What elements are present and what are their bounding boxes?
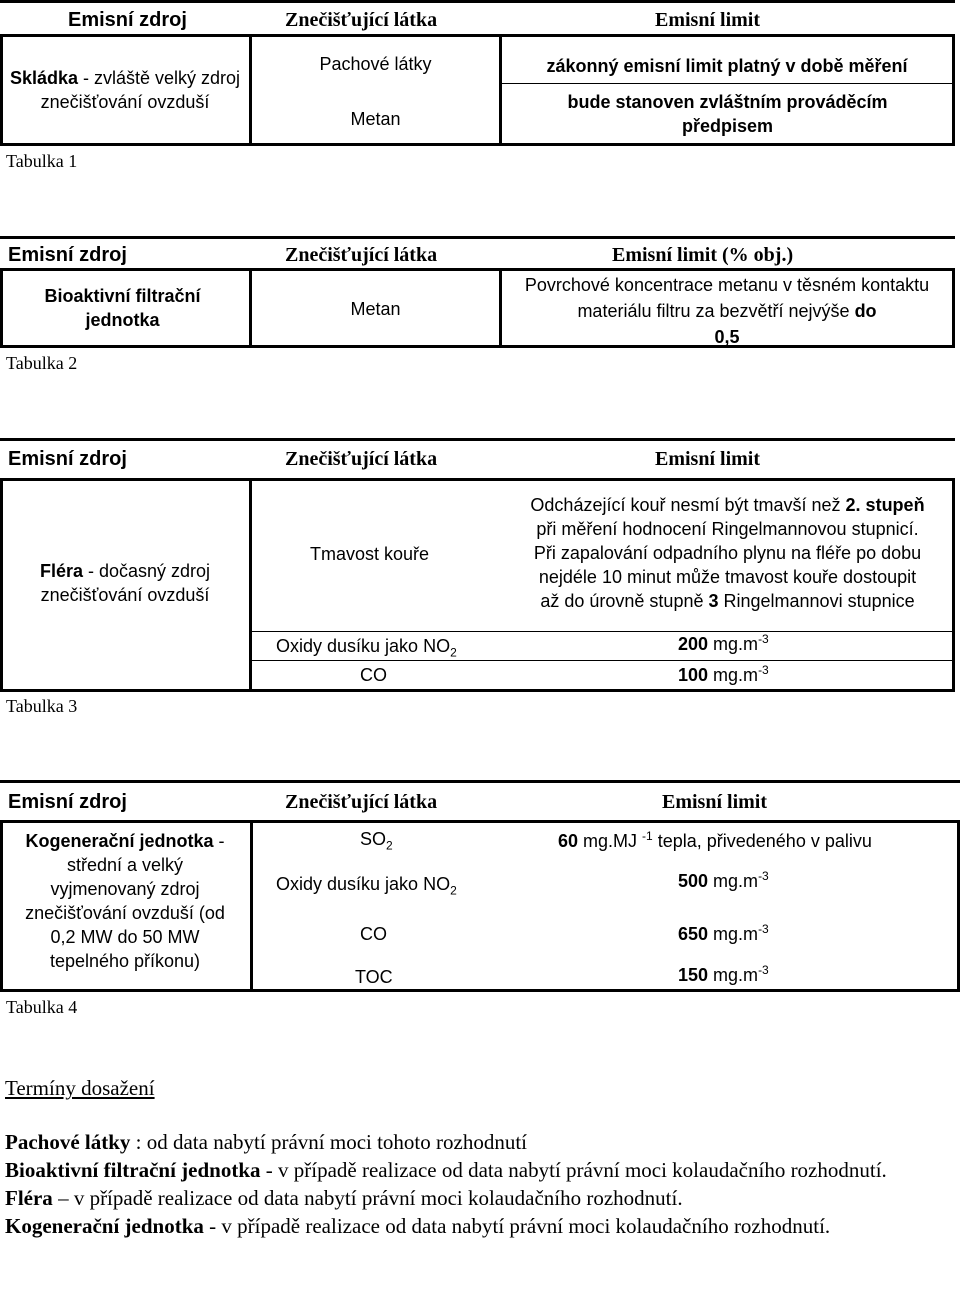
- limit-line: až do úrovně stupně 3 Ringelmannovi stupnice: [540, 591, 915, 611]
- divider: [250, 820, 253, 992]
- header-pollutant: Znečišťující látka: [285, 791, 438, 813]
- header-limit: Emisní limit (% obj.): [612, 244, 794, 266]
- limit-so2: 60 mg.MJ $^{-1}$ tepla, přivedeného v palivu: [558, 829, 872, 851]
- row-divider: [252, 631, 952, 632]
- limit-legal: zákonný emisní limit platný v době měření: [546, 56, 908, 76]
- rule: [0, 0, 955, 3]
- pollutant-co: CO: [360, 665, 387, 685]
- table-label: Tabulka 4: [6, 997, 78, 1017]
- header-source: Emisní zdroj: [8, 244, 127, 266]
- emission-source: Bioaktivní filtrační jednotka: [44, 286, 201, 330]
- limit-toc: 150 $mg.m^{-3}$: [678, 963, 769, 985]
- limit-co: 100 $mg.m^{-3}$: [678, 663, 769, 685]
- limit-do: do: [854, 301, 877, 321]
- table-label: Tabulka 1: [6, 151, 78, 171]
- term-item: Fléra – v případě realizace od data nabytí právní moci kolaudačního rozhodnutí.: [5, 1186, 683, 1210]
- limit-text: Povrchové koncentrace metanu v těsném kontaktu materiálu filtru za bezvětří nejvýše: [524, 275, 930, 321]
- term-item: Pachové látky : od data nabytí právní moci tohoto rozhodnutí: [5, 1130, 527, 1154]
- divider: [499, 268, 502, 348]
- limit-description: [508, 272, 946, 350]
- header-source: Emisní zdroj: [8, 791, 127, 813]
- source-desc: - dočasný zdroj znečišťování ovzduší: [40, 561, 211, 605]
- term-item: Bioaktivní filtrační jednotka - v případě realizace od data nabytí právní moci kolaudačního rozhodnutí.: [5, 1158, 887, 1182]
- pollutant-toc: TOC: [355, 967, 393, 987]
- source-desc: - zvláště velký zdroj znečišťování ovzduší: [40, 68, 241, 112]
- pollutant-methane: Metan: [350, 109, 401, 129]
- emission-source: [5, 559, 245, 607]
- pollutant-smoke: Tmavost kouře: [310, 544, 430, 564]
- source-name: Fléra: [39, 561, 83, 581]
- limit-co: 650 $mg.m^{-3}$: [678, 922, 769, 944]
- term-item: Kogenerační jednotka - v případě realizace od data nabytí právní moci kolaudačního rozhodnutí.: [5, 1214, 831, 1238]
- header-pollutant: Znečišťující látka: [285, 448, 438, 470]
- pollutant-odour: Pachové látky: [319, 54, 432, 74]
- rule: [0, 780, 960, 783]
- pollutant-co: CO: [360, 924, 387, 944]
- limit-line: Odcházející kouř nesmí být tmavší než 2. stupeň: [530, 495, 925, 515]
- header-limit: Emisní limit: [655, 448, 761, 470]
- header-limit: Emisní limit: [655, 9, 761, 31]
- limit-line: nejdéle 10 minut může tmavost kouře dostoupit: [538, 567, 917, 587]
- limit-value: 0,5: [714, 327, 740, 347]
- limit-nox: 200 $mg.m^{-3}$: [678, 632, 769, 654]
- table-label: Tabulka 3: [6, 696, 78, 716]
- pollutant-methane: Metan: [350, 299, 401, 319]
- pollutant-so2: $SO_2$: [360, 829, 393, 853]
- source-name: Skládka: [9, 68, 78, 88]
- pollutant-nox: Oxidy dusíku jako $NO_2$: [276, 874, 457, 898]
- limit-line: Při zapalování odpadního plynu na fléře po dobu: [533, 543, 922, 563]
- rule: [0, 236, 955, 239]
- table-label: Tabulka 2: [6, 353, 78, 373]
- limit-nox: 500 $mg.m^{-3}$: [678, 869, 769, 891]
- limit-smoke: [500, 493, 955, 613]
- limit-regulation: bude stanoven zvláštním prováděcím předpisem: [567, 92, 888, 136]
- row-divider: [252, 660, 952, 661]
- header-pollutant: Znečišťující látka: [285, 9, 438, 31]
- emission-source: Kogenerační jednotka - střední a velký vyjmenovaný zdroj znečišťování ovzduší (od 0,2 MW do 50 MW tepelného příkonu): [25, 831, 225, 971]
- header-pollutant: Znečišťující látka: [285, 244, 438, 266]
- terms-list: [5, 1128, 945, 1240]
- divider: [499, 34, 502, 146]
- header-limit: Emisní limit: [662, 791, 768, 813]
- pollutant-nox: Oxidy dusíku jako $NO_2$: [276, 636, 457, 660]
- limit-line: při měření hodnocení Ringelmannovou stupnicí.: [536, 519, 919, 539]
- header-source: Emisní zdroj: [68, 9, 187, 31]
- row-divider: [502, 83, 952, 84]
- header-source: Emisní zdroj: [8, 448, 127, 470]
- rule: [0, 438, 955, 441]
- terms-heading: Termíny dosažení: [5, 1076, 155, 1100]
- emission-source: [5, 66, 245, 114]
